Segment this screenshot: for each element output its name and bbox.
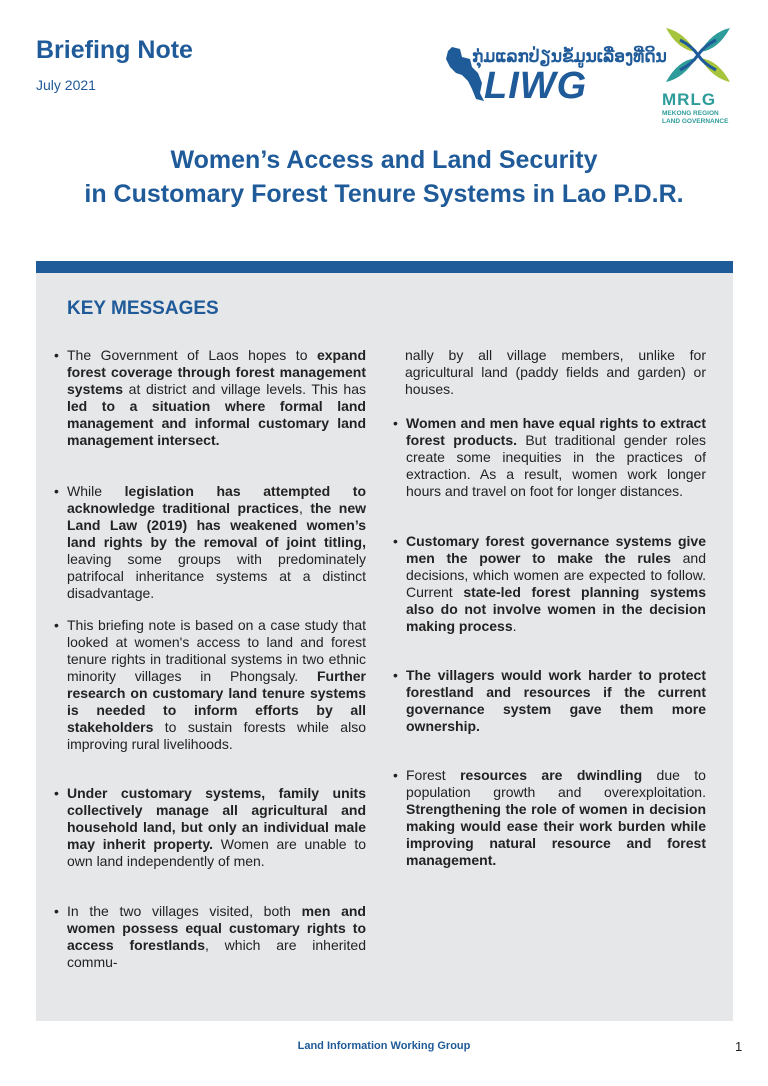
- key-message-item: [54, 785, 366, 870]
- key-message-item: [54, 483, 366, 602]
- bullet-marker: •: [54, 347, 59, 363]
- emphasis-text: Customary forest governance systems give men the power to make the rules: [406, 533, 706, 566]
- body-text: leaving some groups with predominately patrifocal inheritance systems at a distinct disadvantage.: [67, 551, 366, 601]
- liwg-lao-name: ກຸ່ມແລກປ່ຽນຂໍ້ມູນເລື່ອງທີ່ດິນ: [472, 47, 667, 66]
- publication-date: July 2021: [36, 77, 96, 93]
- body-text: Women are unable to own land independently of men.: [67, 836, 366, 869]
- mrlg-subtitle: [662, 110, 742, 126]
- key-message-item: [54, 903, 366, 971]
- emphasis-text: state-led forest planning systems also do not involve women in the decision making process: [406, 584, 706, 634]
- key-message-item: [393, 415, 706, 500]
- key-message-item: [393, 667, 706, 735]
- mrlg-subtitle-line1: MEKONG REGION: [662, 110, 719, 117]
- bullet-marker: •: [54, 483, 59, 499]
- footer-organization: Land Information Working Group: [297, 1040, 471, 1052]
- body-text: This briefing note is based on a case study that looked at women's access to land and forest tenure rights in traditional systems in two ethnic minority villages in Phongsaly.: [67, 617, 366, 684]
- key-message-item: [393, 767, 706, 869]
- document-title: [0, 143, 768, 211]
- document-title-line1: Women’s Access and Land Security: [170, 146, 598, 174]
- key-message-item: [54, 617, 366, 753]
- mrlg-subtitle-line2: LAND GOVERNANCE: [662, 118, 729, 125]
- body-text: Forest: [406, 767, 461, 783]
- body-text: While: [67, 483, 125, 499]
- liwg-logo: [442, 45, 667, 107]
- bullet-marker: •: [393, 767, 398, 783]
- emphasis-text: led to a situation where formal land management and informal customary land management intersect.: [67, 398, 366, 448]
- mrlg-logo: [658, 22, 738, 152]
- key-message-item: [393, 533, 706, 635]
- body-text: due to population growth and overexploitation.: [406, 767, 706, 800]
- section-divider-band: [36, 261, 733, 273]
- mrlg-wordmark: MRLG: [662, 90, 717, 109]
- emphasis-text: Under customary systems, family units collectively manage all agricultural and household land, but only an individual male may inherit property.: [67, 785, 366, 852]
- key-messages-heading: KEY MESSAGES: [67, 298, 219, 319]
- mrlg-emblem-icon: [658, 22, 738, 88]
- body-text: In the two villages visited, both: [67, 903, 302, 919]
- body-text: , which are inherited commu-: [67, 937, 366, 970]
- key-message-continuation: [393, 347, 706, 398]
- bullet-marker: •: [393, 667, 398, 683]
- body-text: at district and village levels. This has: [123, 381, 366, 397]
- body-text: nally by all village members, unlike for agricultural land (paddy fields and garden) or houses.: [405, 347, 706, 397]
- emphasis-text: Further research on customary land tenure systems is needed to inform efforts by all stakeholders: [67, 668, 366, 735]
- body-text: But traditional gender roles create some inequities in the practices of extraction. As a result, women work longer hours and travel on foot for longer distances.: [406, 432, 706, 499]
- bullet-marker: •: [393, 533, 398, 549]
- emphasis-text: resources are dwindling: [460, 767, 643, 783]
- page-number: 1: [735, 1039, 743, 1054]
- bullet-marker: •: [54, 617, 59, 633]
- emphasis-text: The villagers would work harder to protect forestland and resources if the current governance system gave them more ownership.: [406, 667, 706, 734]
- emphasis-text: men and women possess equal customary rights to access forestlands: [67, 903, 366, 953]
- bullet-marker: •: [54, 785, 59, 801]
- body-text: and decisions, which women are expected to follow. Current: [406, 550, 706, 600]
- key-message-item: [54, 347, 366, 449]
- liwg-wordmark: LIWG: [484, 65, 588, 107]
- emphasis-text: Strengthening the role of women in decision making would ease their work burden while improving natural resource and forest management.: [406, 801, 706, 868]
- body-text: The Government of Laos hopes to: [67, 347, 317, 363]
- body-text: .: [512, 618, 517, 634]
- body-text: ,: [298, 500, 311, 516]
- briefing-note-label: Briefing Note: [36, 36, 193, 64]
- emphasis-text: expand forest coverage through forest management systems: [67, 347, 366, 397]
- emphasis-text: the new Land Law (2019) has weakened women’s land rights by the removal of joint titling,: [67, 500, 366, 550]
- document-title-line2: in Customary Forest Tenure Systems in Lao P.D.R.: [84, 180, 684, 208]
- emphasis-text: legislation has attempted to acknowledge traditional practices: [67, 483, 366, 516]
- bullet-marker: •: [393, 415, 398, 431]
- body-text: to sustain forests while also improving rural livelihoods.: [67, 719, 366, 752]
- emphasis-text: Women and men have equal rights to extract forest products.: [406, 415, 706, 448]
- bullet-marker: •: [54, 903, 59, 919]
